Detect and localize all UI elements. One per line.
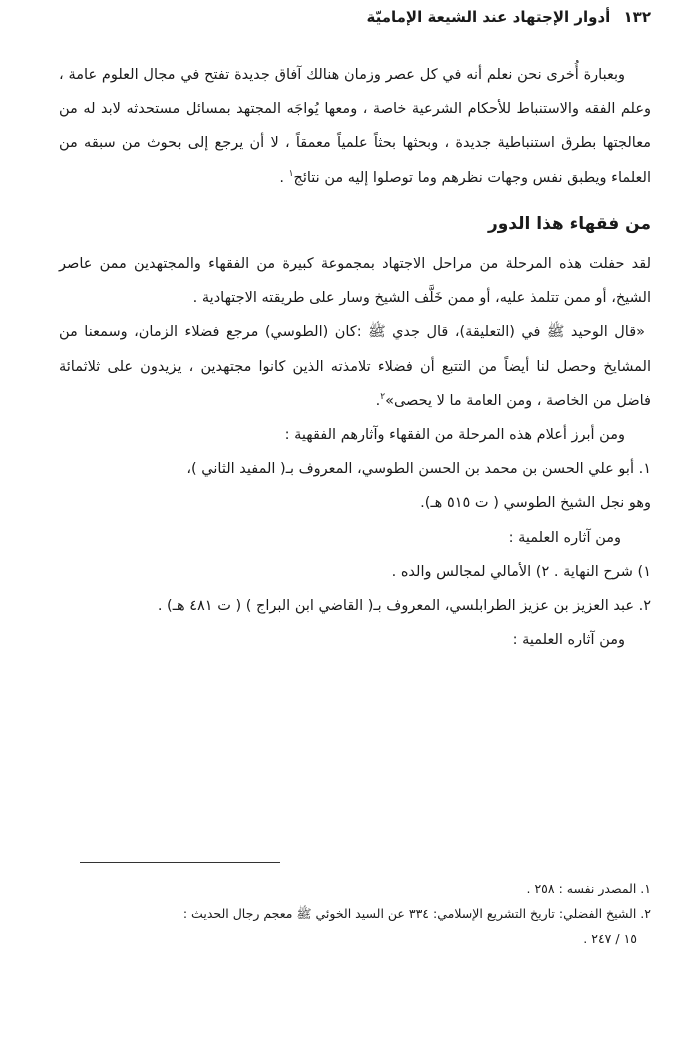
item-1-works: ١) شرح النهاية . ٢) الأمالي لمجالس والده . xyxy=(391,563,651,580)
footnotes xyxy=(59,876,651,951)
intro-paragraph xyxy=(59,58,651,195)
footnote-1: ١. المصدر نفسه : ٢٥٨ . xyxy=(526,881,651,896)
footnote-2-continuation: ١٥ / ٢٤٧ . xyxy=(583,931,637,946)
item-1-line-1: ١. أبو علي الحسن بن محمد بن الحسن الطوسي، المعروف بـ( المفيد الثاني )، xyxy=(186,461,651,478)
section-intro-paragraph: لقد حفلت هذه المرحلة من مراحل الاجتهاد بمجموعة كبيرة من الفقهاء والمجتهدين ممن عاصر الشيخ، أو ممن تتلمذ عليه، أو ممن خَلَّف الشيخ وسار على طريقته الاجتهادية . xyxy=(59,256,651,307)
section-heading: من فقهاء هذا الدور xyxy=(487,213,651,234)
list-intro: ومن أبرز أعلام هذه المرحلة من الفقهاء وآثارهم الفقهية : xyxy=(284,427,625,444)
quote-text: «قال الوحيد ﷺ في (التعليقة)، قال جدي ﷺ :كان (الطوسي) مرجع فضلاء الزمان، وسمعنا من المشايخ وحصل لنا أيضاً من التتبع أن فضلاء تلامذته الذين كانوا مجتهدين ، يزيدون على ثلاثمائة فاضل من الخاصة ، ومن العامة ما لا يحصى» xyxy=(59,324,651,409)
footnote-ref-1[interactable]: ١ xyxy=(288,168,294,179)
footnote-separator xyxy=(80,862,280,863)
quote-end: . xyxy=(375,392,381,409)
intro-text: وبعبارة أُخرى نحن نعلم أنه في كل عصر وزمان هنالك آفاق جديدة تفتح في مجال العلوم عامة ، وعلم الفقه والاستنباط للأحكام الشرعية خاصة ، ومعها يُواجَه المجتهد بمسائل مستحدثه لابد له من معالجتها بطرق استنباطية جديدة ، وبحثها بحثاً علمياً معمقاً ، لا أن يرجع إلى بحوث من سبقه من العلماء ويطبق نفس وجهات نظرهم وما توصلوا إليه من نتائج xyxy=(59,67,651,186)
intro-end: . xyxy=(279,169,289,186)
page-number: ١٣٢ xyxy=(623,8,651,26)
item-1-works-label: ومن آثاره العلمية : xyxy=(508,529,621,546)
body-text xyxy=(59,58,651,657)
item-1-line-2: وهو نجل الشيخ الطوسي ( ت ٥١٥ هـ). xyxy=(420,495,651,512)
footnote-ref-2[interactable]: ٢ xyxy=(380,392,386,402)
item-2-works-label: ومن آثاره العلمية : xyxy=(512,632,625,649)
footnote-2: ٢. الشيخ الفضلي: تاريخ التشريع الإسلامي: ٣٣٤ عن السيد الخوئي ﷺ معجم رجال الحديث : xyxy=(182,906,651,921)
page-header xyxy=(366,8,651,26)
running-title: أدوار الإجتهاد عند الشيعة الإماميّة xyxy=(366,8,611,26)
quote-paragraph xyxy=(59,315,651,418)
item-2-line-1: ٢. عبد العزيز بن عزيز الطرابلسي، المعروف بـ( القاضي ابن البراج ) ( ت ٤٨١ هـ) . xyxy=(157,598,651,615)
